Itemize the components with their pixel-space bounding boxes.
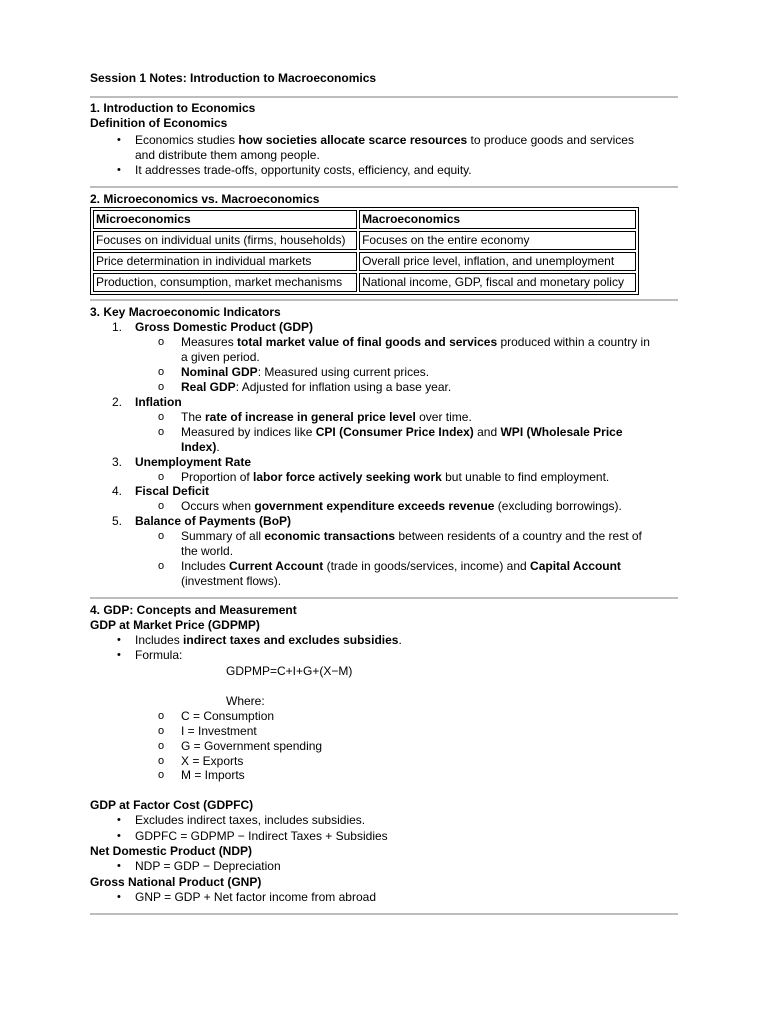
list-item: Excludes indirect taxes, includes subsidies. — [135, 813, 366, 827]
section-divider — [90, 913, 678, 915]
sub-list-item: Includes Current Account (trade in goods/services, income) and Capital Account — [181, 559, 621, 573]
indicator-bop: Balance of Payments (BoP) — [135, 514, 292, 528]
definition-item: G = Government spending — [181, 739, 323, 753]
sub-bullet-marker: o — [158, 381, 165, 393]
table-row — [93, 231, 636, 250]
sub-list-item: Measures total market value of final goods and services produced within a country in — [181, 335, 650, 349]
sub-bullet-marker: o — [158, 740, 165, 752]
section-divider — [90, 597, 678, 599]
list-item: GDPFC = GDPMP − Indirect Taxes + Subsidies — [135, 829, 388, 843]
table-cell: National income, GDP, fiscal and monetary policy — [359, 273, 636, 292]
definition-item: X = Exports — [181, 754, 244, 768]
table-header-row — [93, 210, 636, 229]
sub-list-item-continued: the world. — [181, 544, 234, 558]
indicator-inflation: Inflation — [135, 395, 182, 409]
bullet-marker: • — [117, 634, 121, 646]
list-number: 2. — [112, 395, 123, 409]
sub-bullet-marker: o — [158, 560, 165, 572]
table-cell: Focuses on individual units (firms, households) — [93, 231, 357, 250]
list-number: 4. — [112, 484, 123, 498]
bullet-marker: • — [117, 649, 121, 661]
list-item: Economics studies how societies allocate scarce resources to produce goods and services — [135, 133, 634, 147]
formula: GDPMP=C+I+G+(X−M) — [226, 664, 353, 678]
bullet-marker: • — [117, 814, 121, 826]
sub-bullet-marker: o — [158, 769, 165, 781]
bullet-marker: • — [117, 134, 121, 146]
sub-bullet-marker: o — [158, 471, 165, 483]
sub-bullet-marker: o — [158, 500, 165, 512]
list-number: 3. — [112, 455, 123, 469]
gdpfc-heading: GDP at Factor Cost (GDPFC) — [90, 798, 254, 812]
sub-list-item: Real GDP: Adjusted for inflation using a base year. — [181, 380, 452, 394]
indicator-fiscal-deficit: Fiscal Deficit — [135, 484, 210, 498]
ndp-heading: Net Domestic Product (NDP) — [90, 844, 253, 858]
comparison-table — [90, 207, 639, 295]
sub-bullet-marker: o — [158, 530, 165, 542]
sub-list-item: Proportion of labor force actively seeking work but unable to find employment. — [181, 470, 610, 484]
sub-bullet-marker: o — [158, 366, 165, 378]
list-item-continued: and distribute them among people. — [135, 148, 320, 162]
definition-item: M = Imports — [181, 768, 245, 782]
list-item: Formula: — [135, 648, 183, 662]
bullet-marker: • — [117, 891, 121, 903]
table-cell: Overall price level, inflation, and unemployment — [359, 252, 636, 271]
list-item: GNP = GDP + Net factor income from abroad — [135, 890, 376, 904]
sub-list-item-continued: (investment flows). — [181, 574, 282, 588]
bullet-marker: • — [117, 830, 121, 842]
section-3-heading: 3. Key Macroeconomic Indicators — [90, 305, 281, 319]
section-1-heading: 1. Introduction to Economics — [90, 101, 256, 115]
section-divider — [90, 96, 678, 98]
sub-list-item: Nominal GDP: Measured using current prices. — [181, 365, 430, 379]
table-row — [93, 273, 636, 292]
table-cell: Price determination in individual markets — [93, 252, 357, 271]
sub-bullet-marker: o — [158, 411, 165, 423]
table-row — [93, 252, 636, 271]
sub-bullet-marker: o — [158, 426, 165, 438]
section-2-heading: 2. Microeconomics vs. Macroeconomics — [90, 192, 320, 206]
sub-bullet-marker: o — [158, 710, 165, 722]
list-item: NDP = GDP − Depreciation — [135, 859, 281, 873]
table-cell: Production, consumption, market mechanisms — [93, 273, 357, 292]
list-number: 5. — [112, 514, 123, 528]
gdpmp-heading: GDP at Market Price (GDPMP) — [90, 618, 260, 632]
section-divider — [90, 186, 678, 188]
sub-list-item: The rate of increase in general price level over time. — [181, 410, 472, 424]
sub-list-item-continued: a given period. — [181, 350, 260, 364]
sub-bullet-marker: o — [158, 755, 165, 767]
list-number: 1. — [112, 320, 123, 334]
table-header-cell: Microeconomics — [93, 210, 357, 229]
list-item: It addresses trade-offs, opportunity costs, efficiency, and equity. — [135, 163, 472, 177]
definition-item: I = Investment — [181, 724, 257, 738]
section-4-heading: 4. GDP: Concepts and Measurement — [90, 603, 297, 617]
indicator-unemployment: Unemployment Rate — [135, 455, 252, 469]
section-1-subheading: Definition of Economics — [90, 116, 228, 130]
sub-bullet-marker: o — [158, 336, 165, 348]
table-cell: Focuses on the entire economy — [359, 231, 636, 250]
bullet-marker: • — [117, 860, 121, 872]
sub-bullet-marker: o — [158, 725, 165, 737]
gnp-heading: Gross National Product (GNP) — [90, 875, 262, 889]
sub-list-item-continued: Index). — [181, 440, 220, 454]
table-header-cell: Macroeconomics — [359, 210, 636, 229]
section-divider — [90, 299, 678, 301]
where-label: Where: — [226, 694, 265, 708]
page-title: Session 1 Notes: Introduction to Macroeconomics — [90, 71, 377, 85]
bullet-marker: • — [117, 164, 121, 176]
sub-list-item: Measured by indices like CPI (Consumer Price Index) and WPI (Wholesale Price — [181, 425, 623, 439]
sub-list-item: Occurs when government expenditure exceeds revenue (excluding borrowings). — [181, 499, 622, 513]
definition-item: C = Consumption — [181, 709, 275, 723]
list-item: Includes indirect taxes and excludes subsidies. — [135, 633, 402, 647]
sub-list-item: Summary of all economic transactions between residents of a country and the rest of — [181, 529, 642, 543]
indicator-gdp: Gross Domestic Product (GDP) — [135, 320, 314, 334]
